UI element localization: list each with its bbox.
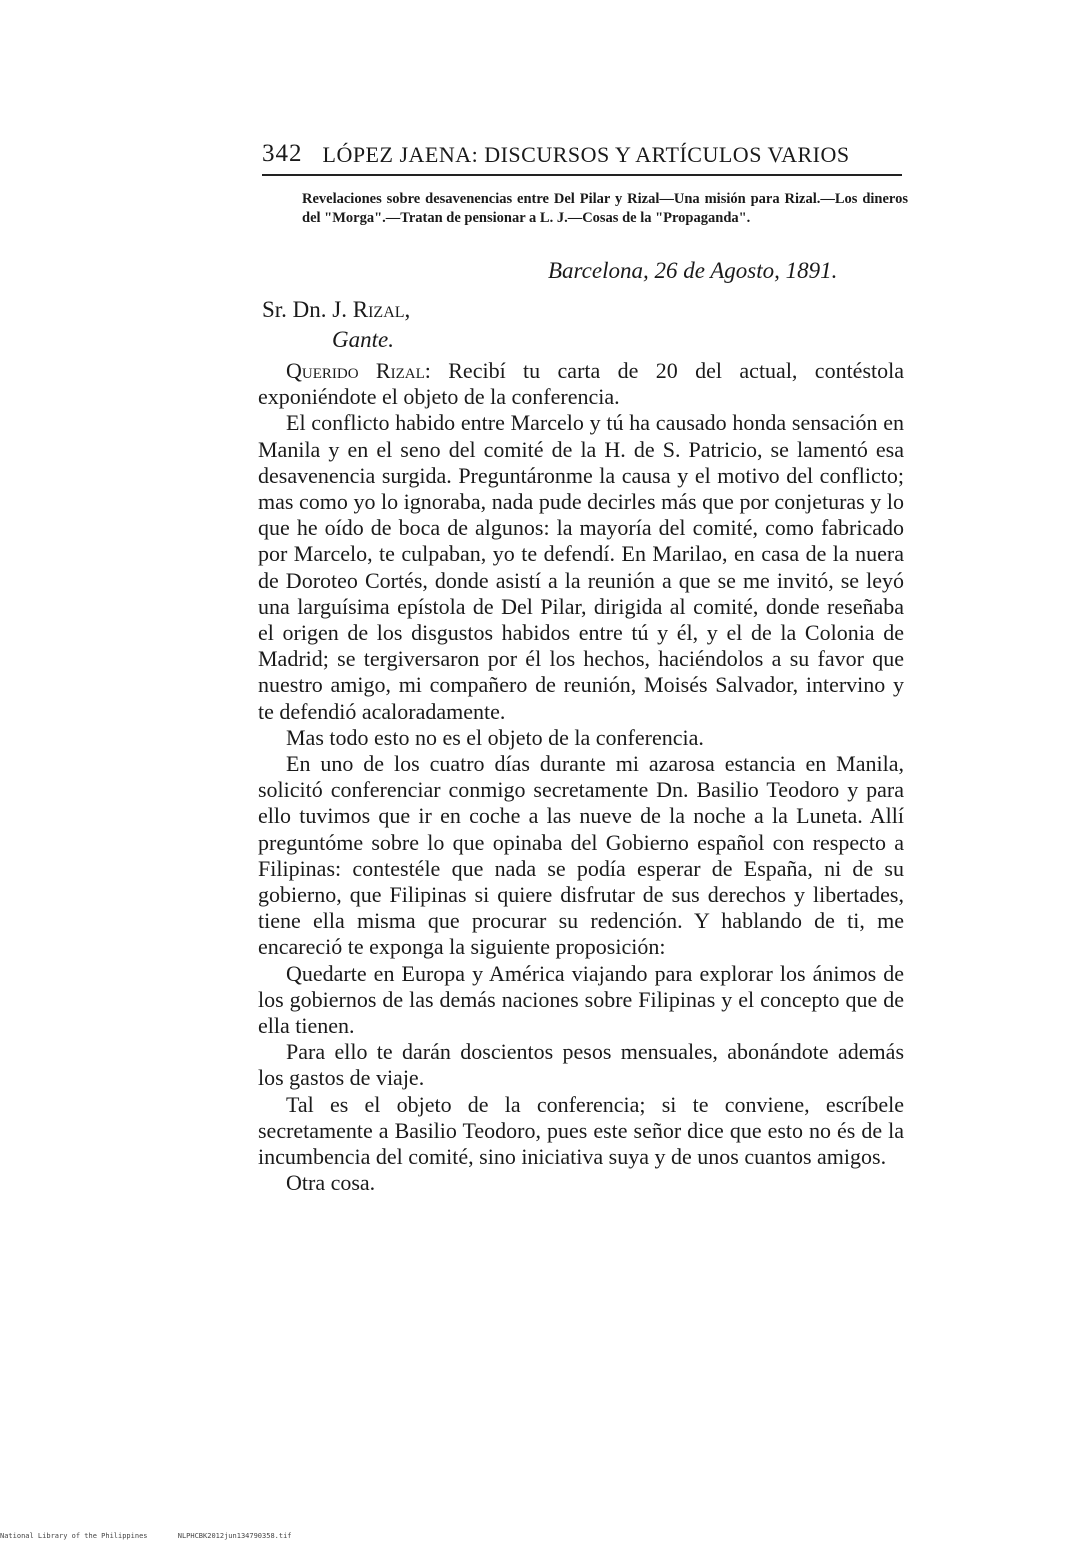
paragraph-5: Quedarte en Europa y América viajando para explorar los ánimos de los gobiernos de las demás naciones sobre Filipinas y el concepto que de ella tienen. <box>258 960 904 1039</box>
addressee-place: Gante. <box>332 327 394 352</box>
letter-summary: Revelaciones sobre desavenencias entre Del Pilar y Rizal—Una misión para Rizal.—Los dineros del "Morga".—Tratan de pensionar a L. J.—Cosas de la "Propaganda". <box>302 191 908 226</box>
footer-file-id: NLPHCBK2012jun134790358.tif <box>177 1532 292 1540</box>
running-header <box>262 134 902 176</box>
paragraph-1-text: Recibí tu carta de 20 del actual, contéstola exponiéndote el objeto de la conferencia. <box>258 358 904 410</box>
paragraph-7: Tal es el objeto de la conferencia; si te conviene, escríbele secretamente a Basilio Teodoro, pues este señor dice que esto no és de la incumbencia del comité, sino iniciativa suya y de unos cuantos amigos. <box>258 1091 904 1170</box>
scan-footer <box>0 1532 318 1540</box>
running-title: LÓPEZ JAENA: DISCURSOS Y ARTÍCULOS VARIOS <box>322 142 850 167</box>
paragraph-3: Mas todo esto no es el objeto de la conferencia. <box>286 724 704 750</box>
dateline: Barcelona, 26 de Agosto, 1891. <box>548 258 838 283</box>
addressee-suffix: , <box>404 297 411 322</box>
paragraph-2: El conflicto habido entre Marcelo y tú ha causado honda sensación en Manila y en el seno del comité de la H. de S. Patricio, se lamentó esa desavenencia surgida. Preguntáronme la causa y el motivo del conflicto; mas como yo lo ignoraba, nada pude decirles más que por conjeturas y lo que he oído de boca de algunos: la mayoría del comité, como fabricado por Marcelo, te culpaban, yo te defendí. En Marilao, en casa de la nuera de Doroteo Cortés, donde asistí a la reunión a que se me invitó, se leyó una larguísima epístola de Del Pilar, dirigida al comité, donde reseñaba el origen de los disgustos habidos entre tú y él, y el de la Colonia de Madrid; se tergiversaron por él los hechos, haciéndolos a su favor que nuestro amigo, mi compañero de reunión, Moisés Salvador, intervino y te defendió acaloradamente. <box>258 410 904 724</box>
salutation: Querido Rizal: <box>286 358 431 383</box>
paragraph-4: En uno de los cuatro días durante mi azarosa estancia en Manila, solicitó conferenciar conmigo secretamente Dn. Basilio Teodoro y para ello tuvimos que ir en coche a las nueve de la noche a la Luneta. Allí preguntóme sobre lo que opinaba del Gobierno español con respecto a Filipinas: contestéle que nada se podía esperar de España, ni de su gobierno, que Filipinas si quiere disfrutar de sus derechos y libertades, tiene ella misma que procurar su redención. Y hablando de ti, me encareció te exponga la siguiente proposición: <box>258 751 904 960</box>
footer-library: National Library of the Philippines <box>0 1532 148 1540</box>
addressee-block <box>262 295 410 355</box>
page-number: 342 <box>262 140 303 167</box>
paragraph-6: Para ello te darán doscientos pesos mensuales, abonándote además los gastos de viaje. <box>258 1039 904 1091</box>
addressee-prefix: Sr. Dn. J. <box>262 297 353 322</box>
paragraph-1 <box>258 358 904 410</box>
letter-body <box>258 358 904 1197</box>
addressee-name: Rizal <box>352 297 405 322</box>
paragraph-8: Otra cosa. <box>286 1170 376 1196</box>
